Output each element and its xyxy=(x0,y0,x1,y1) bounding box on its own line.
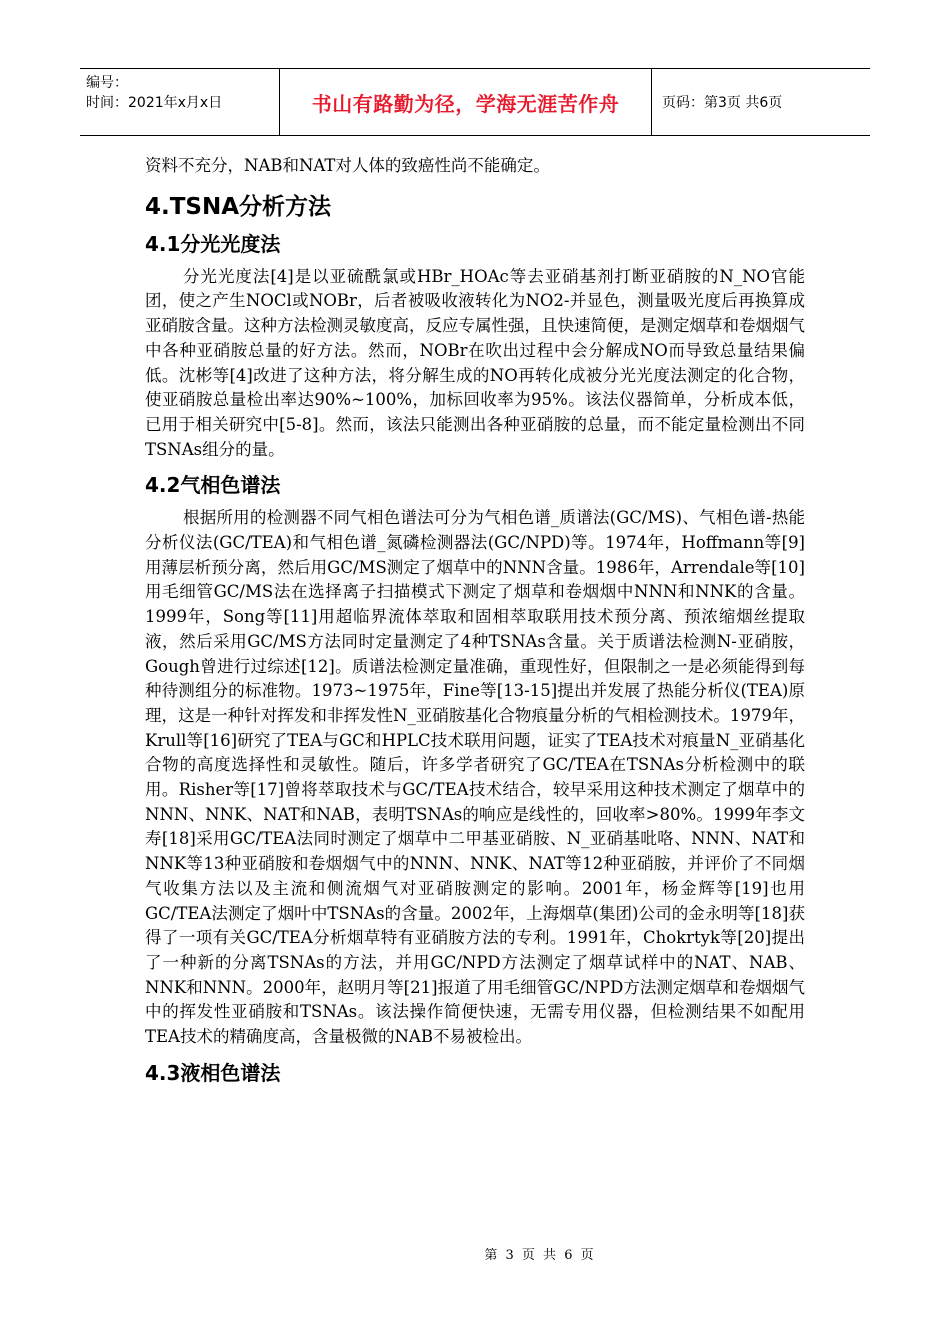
section-4-1-heading: 4.1分光光度法 xyxy=(145,231,281,256)
page-footer xyxy=(0,1244,950,1263)
header-meta xyxy=(80,69,280,135)
header-motto: 书山有路勤为径，学海无涯苦作舟 xyxy=(280,69,652,135)
page-header xyxy=(80,68,870,136)
footer-page-number: 第 3 页 共 6 页 xyxy=(484,1248,596,1263)
document-time: 时间：2021年x月x日 xyxy=(86,95,223,111)
section-4-heading: 4.TSNA分析方法 xyxy=(145,193,332,220)
document-body xyxy=(145,154,805,1094)
section-4-1-paragraph: 分光光度法[4]是以亚硫酰氯或HBr_HOAc等去亚硝基剂打断亚硝胺的N_NO官能团，使之产生NOCl或NOBr，后者被吸收液转化为NO2-并显色，测量吸光度后再换算成亚硝胺含量。这种方法检测灵敏度高，反应专属性强，且快速简便，是测定烟草和卷烟烟气中各种亚硝胺总量的好方法。然而，NOBr在吹出过程中会分解成NO而导致总量结果偏低。沈彬等[4]改进了这种方法，将分解生成的NO再转化成被分光光度法测定的化合物，使亚硝胺总量检出率达90%~100%，加标回收率为95%。该法仪器简单，分析成本低，已用于相关研究中[5-8]。然而，该法只能测出各种亚硝胺的总量，而不能定量检测出不同TSNAs组分的量。 xyxy=(145,266,805,459)
section-4-3-heading: 4.3液相色谱法 xyxy=(145,1060,281,1085)
section-4-2-heading: 4.2气相色谱法 xyxy=(145,473,281,498)
header-page-info: 页码：第3页 共6页 xyxy=(662,95,783,111)
section-4-2-paragraph: 根据所用的检测器不同气相色谱法可分为气相色谱_质谱法(GC/MS)、气相色谱-热能分析仪法(GC/TEA)和气相色谱_氮磷检测器法(GC/NPD)等。1974年，Hoffmann等[9]用薄层析预分离，然后用GC/MS测定了烟草中的NNN含量。1986年，Arrendale等[10]用毛细管GC/MS法在选择离子扫描模式下测定了烟草和卷烟烟中NNN和NNK的含量。1999年，Song等[11]用超临界流体萃取和固相萃取联用技术预分离、预浓缩烟丝提取液，然后采用GC/MS方法同时定量测定了4种TSNAs含量。关于质谱法检测N-亚硝胺，Gough曾进行过综述[12]。质谱法检测定量准确，重现性好，但限制之一是必须能得到每种待测组分的标准物。1973~1975年，Fine等[13-15]提出并发展了热能分析仪(TEA)原理，这是一种针对挥发和非挥发性N_亚硝胺基化合物痕量分析的气相检测技术。1979年，Krull等[16]研究了TEA与GC和HPLC技术联用问题，证实了TEA技术对痕量N_亚硝基化合物的高度选择性和灵敏性。随后，许多学者研究了GC/TEA在TSNAs分析检测中的联用。Risher等[17]曾将萃取技术与GC/TEA技术结合，较早采用这种技术测定了烟草中的NNN、NNK、NAT和NAB，表明TSNAs的响应是线性的，回收率>80%。1999年李文寿[18]采用GC/TEA法同时测定了烟草中二甲基亚硝胺、N_亚硝基吡咯、NNN、NAT和NNK等13种亚硝胺和卷烟烟气中的NNN、NNK、NAT等12种亚硝胺，并评价了不同烟气收集方法以及主流和侧流烟气对亚硝胺测定的影响。2001年，杨金辉等[19]也用GC/TEA法测定了烟叶中TSNAs的含量。2002年，上海烟草(集团)公司的金永明等[18]获得了一项有关GC/TEA分析烟草特有亚硝胺方法的专利。1991年，Chokrtyk等[20]提出了一种新的分离TSNAs的方法，并用GC/NPD方法测定了烟草试样中的NAT、NAB、NNK和NNN。2000年，赵明月等[21]报道了用毛细管GC/NPD方法测定烟草和卷烟烟气中的挥发性亚硝胺和TSNAs。该法操作简便快速，无需专用仪器，但检测结果不如配用TEA技术的精确度高，含量极微的NAB不易被检出。 xyxy=(145,508,805,1047)
intro-paragraph: 资料不充分，NAB和NAT对人体的致癌性尚不能确定。 xyxy=(145,156,550,175)
document-number-label: 编号： xyxy=(86,75,128,91)
